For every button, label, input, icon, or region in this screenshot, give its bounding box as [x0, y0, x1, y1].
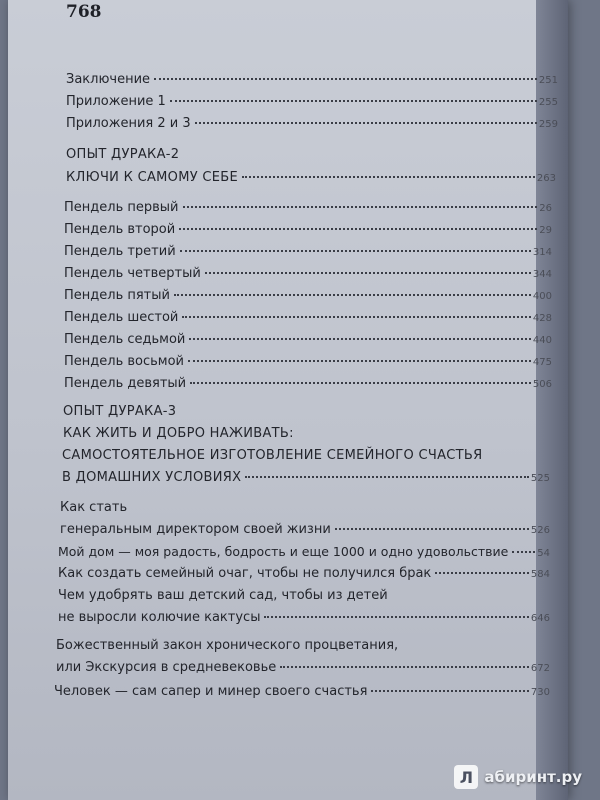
toc-entry-title: Пендель девятый: [64, 376, 187, 391]
toc-entry-page: 526: [530, 525, 550, 536]
dot-leader: [245, 476, 529, 478]
toc-entry-page: 440: [532, 335, 552, 346]
toc-entry-title: Пендель седьмой: [64, 332, 186, 347]
section-heading-entry: [66, 170, 556, 185]
page-number: 768: [66, 2, 102, 22]
section-heading: ОПЫТ ДУРАКА-2: [66, 147, 180, 162]
table-of-contents: [8, 0, 568, 800]
dot-leader: [183, 206, 538, 208]
section-heading-title: В ДОМАШНИХ УСЛОВИЯХ: [62, 470, 242, 485]
dot-leader: [190, 382, 531, 384]
dot-leader: [182, 316, 531, 318]
toc-entry-page: 730: [530, 687, 550, 698]
dot-leader: [371, 690, 529, 692]
dot-leader: [335, 528, 529, 530]
toc-entry: [64, 332, 552, 347]
toc-entry: [64, 354, 552, 369]
toc-entry-page: 584: [530, 569, 550, 580]
dot-leader: [188, 360, 531, 362]
toc-entry-title: Мой дом — моя радость, бодрость и еще 1000 и одно удовольствие: [58, 544, 509, 559]
toc-entry-page: 672: [530, 663, 550, 674]
section-heading: САМОСТОЯТЕЛЬНОЕ ИЗГОТОВЛЕНИЕ СЕМЕЙНОГО СЧАСТЬЯ: [62, 448, 483, 463]
watermark-text: абиринт.ру: [484, 768, 582, 786]
toc-entry-page: 314: [532, 247, 552, 258]
toc-entry-page: 259: [538, 119, 558, 130]
toc-entry-page: 400: [532, 291, 552, 302]
toc-entry: [64, 376, 552, 391]
toc-entry: [64, 200, 552, 215]
dot-leader: [179, 228, 537, 230]
toc-entry-title: Пендель шестой: [64, 310, 179, 325]
toc-entry: [66, 72, 558, 87]
toc-entry-page: 475: [532, 357, 552, 368]
dot-leader: [180, 250, 531, 252]
toc-entry: [64, 244, 552, 259]
watermark: [454, 765, 582, 789]
toc-entry: [58, 610, 550, 625]
toc-entry-title: не выросли колючие кактусы: [58, 610, 261, 625]
toc-entry-title: Как стать: [60, 500, 128, 515]
toc-entry: [66, 116, 558, 131]
dot-leader: [280, 666, 529, 668]
toc-entry-title: Пендель третий: [64, 244, 176, 259]
section-heading-title: КЛЮЧИ К САМОМУ СЕБЕ: [66, 170, 238, 185]
toc-entry-page: 344: [532, 269, 552, 280]
dot-leader: [242, 176, 535, 178]
toc-entry-title: Пендель восьмой: [64, 354, 184, 369]
toc-entry-title: Человек — сам сапер и минер своего счастья: [54, 684, 368, 699]
toc-entry: [64, 222, 552, 237]
toc-entry-title: Пендель пятый: [64, 288, 170, 303]
toc-entry-page: 54: [537, 548, 550, 559]
section-heading-entry: [62, 470, 550, 485]
book-page: [8, 0, 568, 800]
dot-leader: [264, 616, 528, 618]
toc-entry-page: 646: [530, 613, 550, 624]
toc-entry-title: Пендель первый: [64, 200, 179, 215]
section-heading-page: 525: [530, 473, 550, 484]
dot-leader: [512, 551, 535, 553]
toc-entry: [66, 94, 558, 109]
section-heading-page: 263: [536, 173, 556, 184]
toc-entry-page: 251: [538, 75, 558, 86]
toc-entry: [60, 522, 550, 537]
toc-entry-page: 26: [539, 203, 552, 214]
toc-entry-page: 506: [532, 379, 552, 390]
section-heading: ОПЫТ ДУРАКА-3: [63, 404, 177, 419]
toc-entry-title: Божественный закон хронического процветания,: [56, 638, 399, 653]
dot-leader: [174, 294, 531, 296]
toc-entry-title: Приложение 1: [66, 94, 166, 109]
toc-entry: [64, 288, 552, 303]
toc-entry: [58, 544, 550, 559]
section-heading: КАК ЖИТЬ И ДОБРО НАЖИВАТЬ:: [63, 426, 294, 441]
toc-entry-title: Чем удобрять ваш детский сад, чтобы из детей: [58, 588, 388, 603]
toc-entry-title: генеральным директором своей жизни: [60, 522, 331, 537]
dot-leader: [170, 100, 537, 102]
toc-entry-title: Пендель второй: [64, 222, 176, 237]
dot-leader: [189, 338, 531, 340]
labirint-logo-icon: Л: [454, 765, 478, 789]
toc-entry-title: Как создать семейный очаг, чтобы не получился брак: [58, 566, 432, 581]
toc-entry-title: или Экскурсия в средневековье: [56, 660, 277, 675]
dot-leader: [205, 272, 531, 274]
dot-leader: [195, 122, 537, 124]
toc-entry: [54, 684, 550, 699]
toc-entry-page: 428: [532, 313, 552, 324]
dot-leader: [154, 78, 537, 80]
dot-leader: [435, 572, 529, 574]
toc-entry-page: 29: [539, 225, 552, 236]
toc-entry: [64, 310, 552, 325]
toc-entry-page: 255: [538, 97, 558, 108]
toc-entry: [58, 566, 550, 581]
toc-entry: [64, 266, 552, 281]
toc-entry-title: Приложения 2 и 3: [66, 116, 191, 131]
toc-entry: [56, 660, 550, 675]
toc-entry-title: Пендель четвертый: [64, 266, 201, 281]
toc-entry-title: Заключение: [66, 72, 151, 87]
